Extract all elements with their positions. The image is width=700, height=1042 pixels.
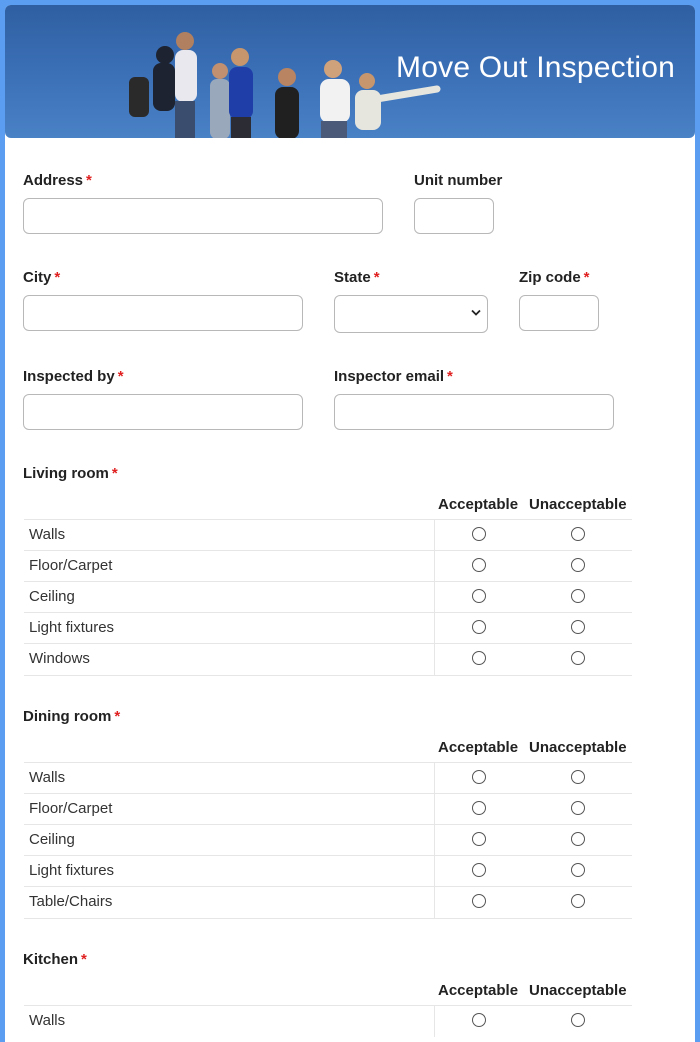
unit-number-input[interactable] [414, 198, 494, 234]
living-room-label: Living room * [23, 465, 118, 482]
row-label: Table/Chairs [29, 893, 113, 910]
state-select[interactable] [334, 295, 488, 333]
acceptable-radio[interactable] [472, 770, 486, 784]
unacceptable-radio[interactable] [571, 558, 585, 572]
column-acceptable: Acceptable [438, 739, 519, 756]
city-input[interactable] [23, 295, 303, 331]
unacceptable-radio[interactable] [571, 527, 585, 541]
column-unacceptable: Unacceptable [529, 982, 627, 999]
required-marker: * [447, 368, 453, 385]
acceptable-radio[interactable] [472, 832, 486, 846]
zip-code-input[interactable] [519, 295, 599, 331]
inspected-by-label: Inspected by * [23, 368, 124, 385]
required-marker: * [111, 465, 118, 482]
unacceptable-radio[interactable] [571, 589, 585, 603]
unacceptable-radio[interactable] [571, 832, 585, 846]
column-acceptable: Acceptable [438, 496, 519, 513]
acceptable-radio[interactable] [472, 894, 486, 908]
zip-code-label: Zip code * [519, 269, 590, 286]
row-label: Walls [29, 1012, 66, 1029]
required-marker: * [54, 269, 61, 286]
required-marker: * [117, 368, 124, 385]
acceptable-radio[interactable] [472, 1013, 486, 1027]
inspector-email-label: Inspector email * [334, 368, 453, 385]
table-row [24, 519, 632, 551]
column-unacceptable: Unacceptable [529, 739, 627, 756]
acceptable-radio[interactable] [472, 558, 486, 572]
table-row [24, 612, 632, 644]
page-title: Move Out Inspection [396, 51, 675, 84]
form-frame [5, 5, 695, 1042]
unacceptable-radio[interactable] [571, 651, 585, 665]
acceptable-radio[interactable] [472, 801, 486, 815]
unacceptable-radio[interactable] [571, 863, 585, 877]
unacceptable-radio[interactable] [571, 894, 585, 908]
unacceptable-radio[interactable] [571, 770, 585, 784]
chevron-down-icon [471, 309, 481, 317]
acceptable-radio[interactable] [472, 620, 486, 634]
required-marker: * [81, 951, 87, 968]
row-label: Ceiling [29, 831, 75, 848]
row-label: Walls [29, 769, 66, 786]
acceptable-radio[interactable] [472, 589, 486, 603]
table-row [24, 793, 632, 825]
row-label: Light fixtures [29, 862, 115, 879]
unacceptable-radio[interactable] [571, 801, 585, 815]
row-label: Ceiling [29, 588, 75, 605]
inspected-by-input[interactable] [23, 394, 303, 430]
column-acceptable: Acceptable [438, 982, 519, 999]
acceptable-radio[interactable] [472, 527, 486, 541]
table-row [24, 1005, 632, 1037]
table-row [24, 855, 632, 887]
kitchen-label: Kitchen * [23, 951, 87, 968]
table-row [24, 643, 632, 676]
table-row [24, 581, 632, 613]
row-label: Floor/Carpet [29, 557, 113, 574]
table-row [24, 550, 632, 582]
row-label: Light fixtures [29, 619, 115, 636]
address-label: Address * [23, 172, 92, 189]
dining-room-label: Dining room * [23, 708, 121, 725]
row-label: Walls [29, 526, 66, 543]
row-label: Windows [29, 650, 90, 667]
unacceptable-radio[interactable] [571, 620, 585, 634]
required-marker: * [373, 269, 380, 286]
unit-number-label: Unit number [414, 172, 503, 189]
required-marker: * [583, 269, 590, 286]
unacceptable-radio[interactable] [571, 1013, 585, 1027]
acceptable-radio[interactable] [472, 651, 486, 665]
required-marker: * [114, 708, 121, 725]
table-row [24, 762, 632, 794]
acceptable-radio[interactable] [472, 863, 486, 877]
table-row [24, 886, 632, 919]
required-marker: * [86, 172, 92, 189]
table-row [24, 824, 632, 856]
header-banner [5, 5, 695, 138]
row-label: Floor/Carpet [29, 800, 113, 817]
state-label: State * [334, 269, 380, 286]
city-label: City * [23, 269, 61, 286]
address-input[interactable] [23, 198, 383, 234]
column-unacceptable: Unacceptable [529, 496, 627, 513]
inspector-email-input[interactable] [334, 394, 614, 430]
